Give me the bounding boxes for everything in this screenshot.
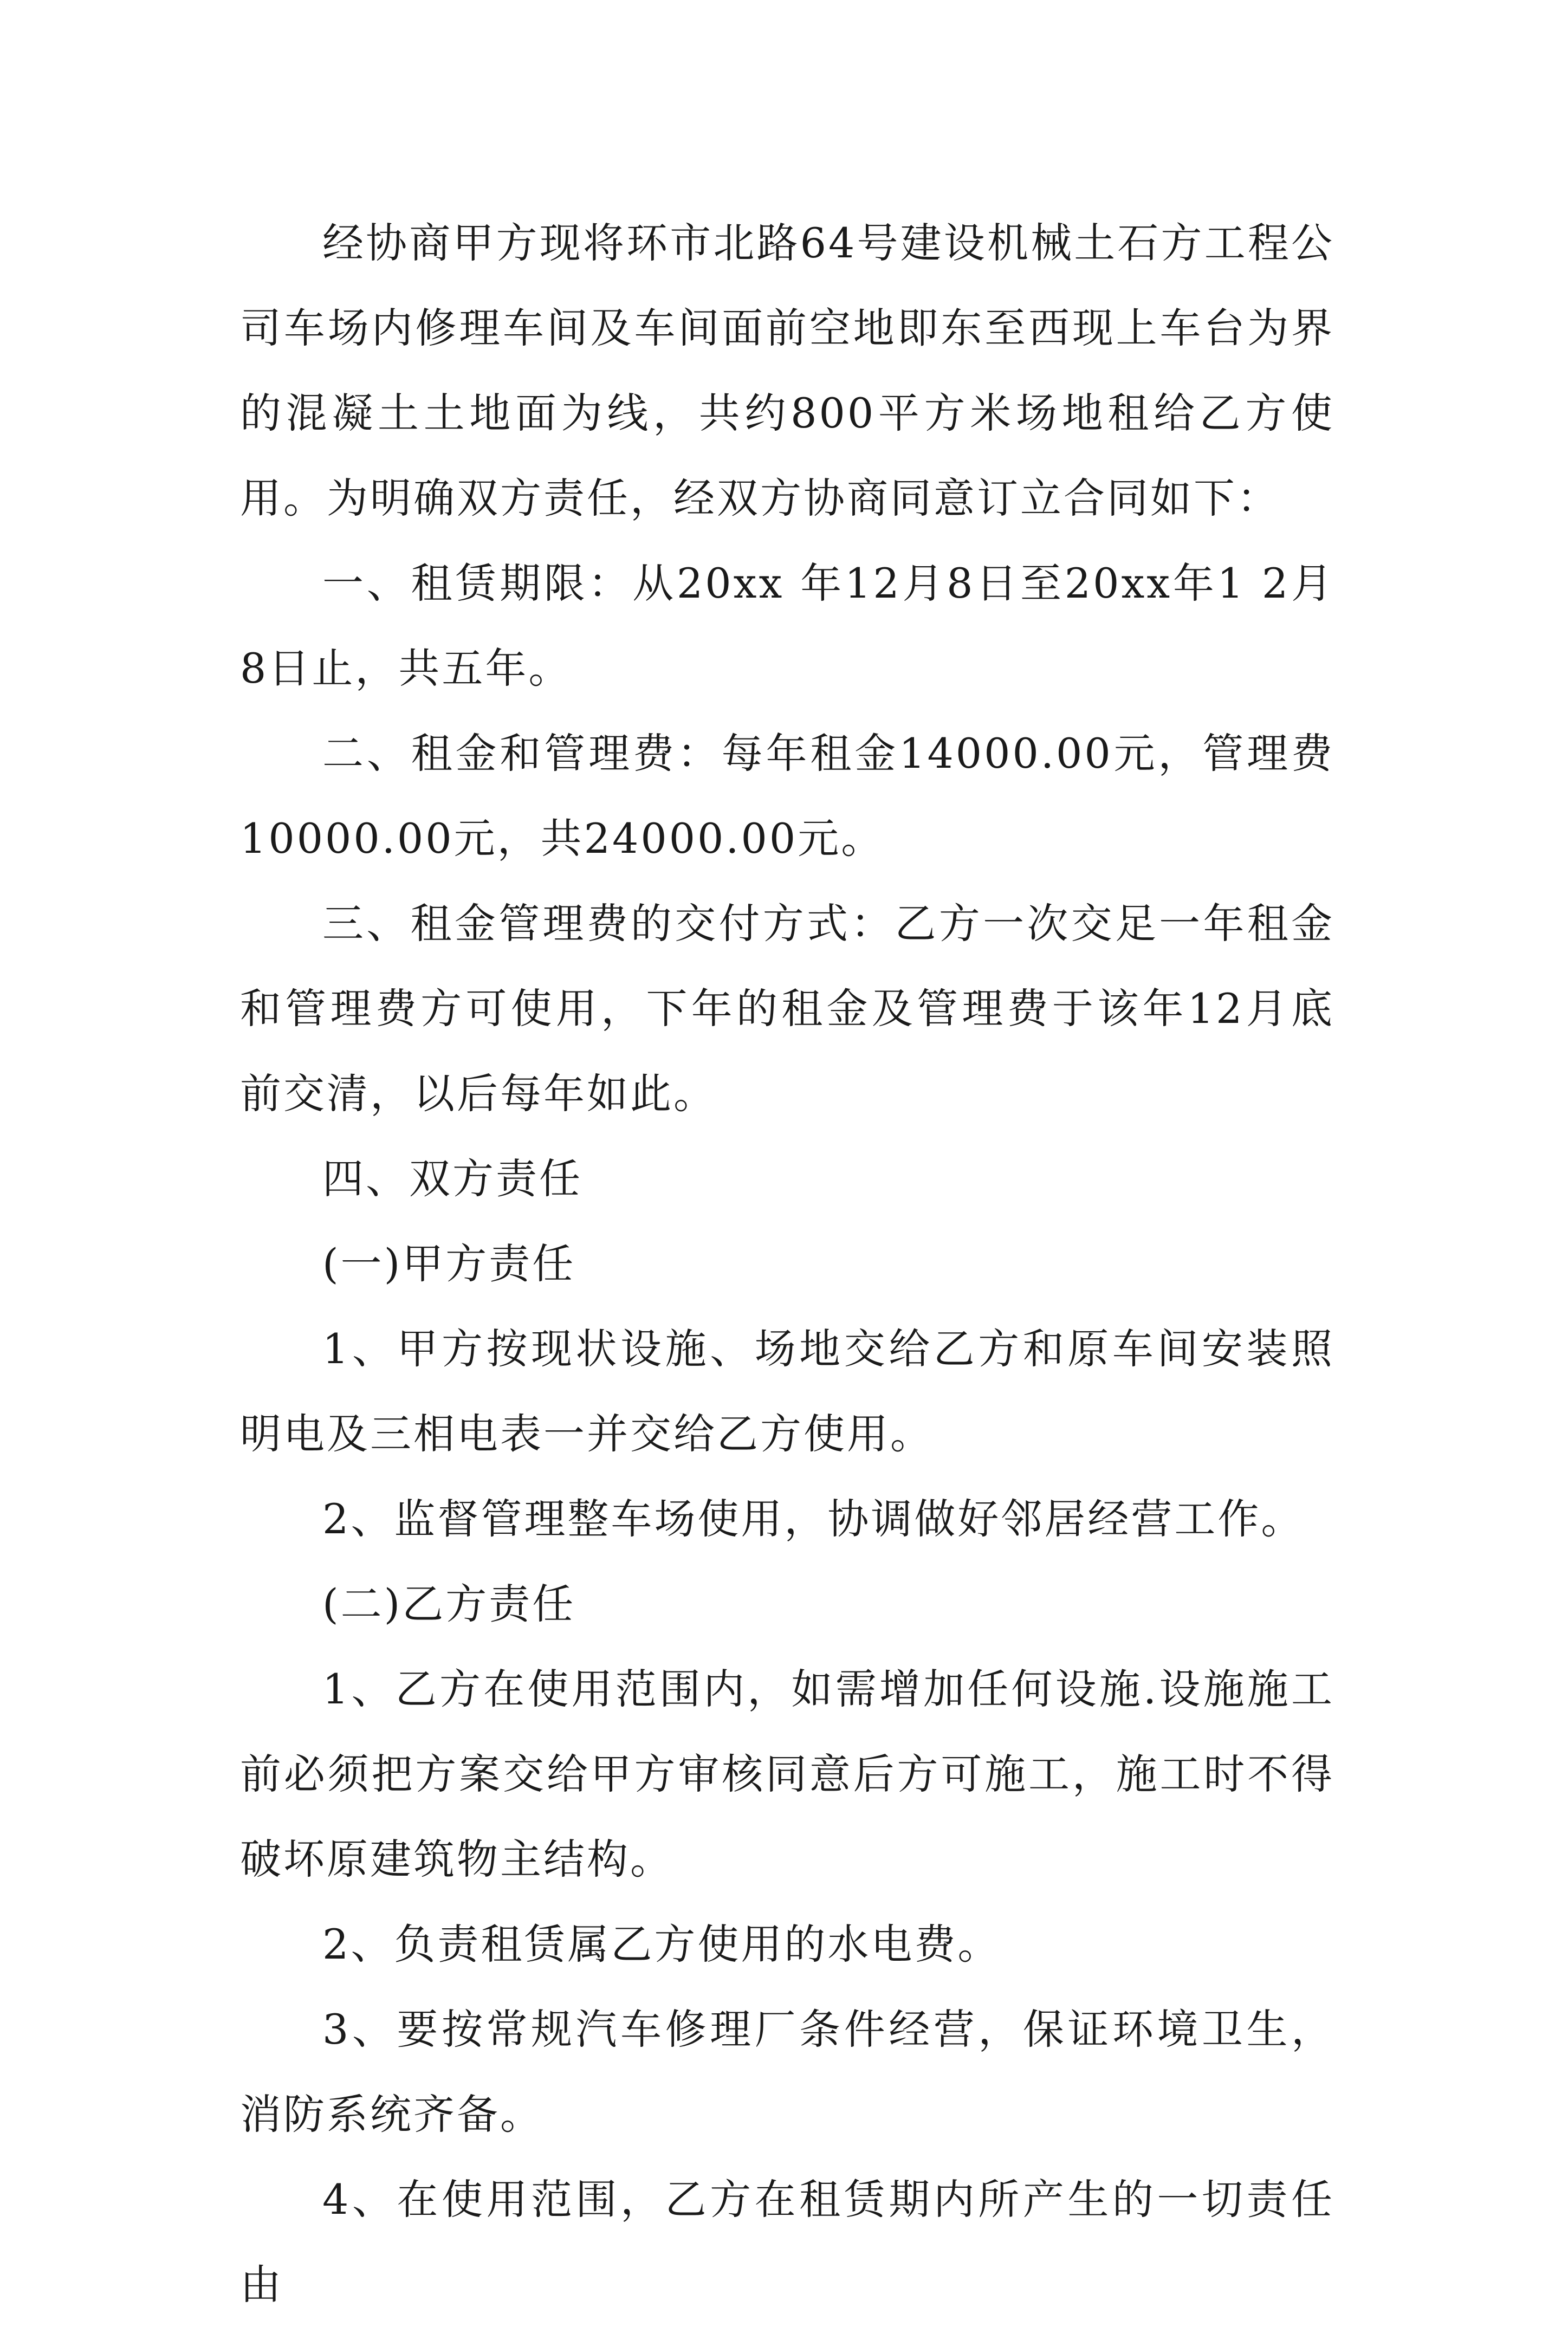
subheading-party-a: (一)甲方责任 bbox=[322, 1240, 576, 1288]
paragraph-intro: 经协商甲方现将环市北路64号建设机械土石方工程公司车场内修理车间及车间面前空地即东至西现上车台为界的混凝土土地面为线，共约800平方米场地租给乙方使用。为明确双方责任，经双方协商同意订立合同如下： bbox=[240, 219, 1334, 522]
paragraph-lease-term: 一、租赁期限：从20xx 年12月8日至20xx年1 2月8日止，共五年。 bbox=[240, 559, 1334, 692]
party-a-item-1: 1、甲方按现状设施、场地交给乙方和原车间安装照明电及三相电表一并交给乙方使用。 bbox=[240, 1325, 1334, 1458]
party-b-item-1: 1、乙方在使用范围内，如需增加任何设施.设施施工前必须把方案交给甲方审核同意后方可施工，施工时不得破坏原建筑物主结构。 bbox=[240, 1665, 1334, 1883]
paragraph-payment-method: 三、租金管理费的交付方式：乙方一次交足一年租金和管理费方可使用，下年的租金及管理费于该年12月底前交清，以后每年如此。 bbox=[240, 899, 1334, 1118]
party-b-item-4: 4、在使用范围，乙方在租赁期内所产生的一切责任由 bbox=[240, 2175, 1334, 2309]
contract-body bbox=[240, 200, 1334, 2327]
party-a-item-2: 2、监督管理整车场使用，协调做好邻居经营工作。 bbox=[322, 1495, 1305, 1543]
subheading-party-b: (二)乙方责任 bbox=[322, 1580, 576, 1628]
paragraph-rent-fees: 二、租金和管理费：每年租金14000.00元，管理费10000.00元，共24000.00元。 bbox=[240, 729, 1334, 863]
party-b-item-2: 2、负责租赁属乙方使用的水电费。 bbox=[322, 1920, 1001, 1968]
section-heading-responsibilities: 四、双方责任 bbox=[322, 1155, 582, 1203]
party-b-item-3: 3、要按常规汽车修理厂条件经营，保证环境卫生，消防系统齐备。 bbox=[240, 2005, 1334, 2138]
